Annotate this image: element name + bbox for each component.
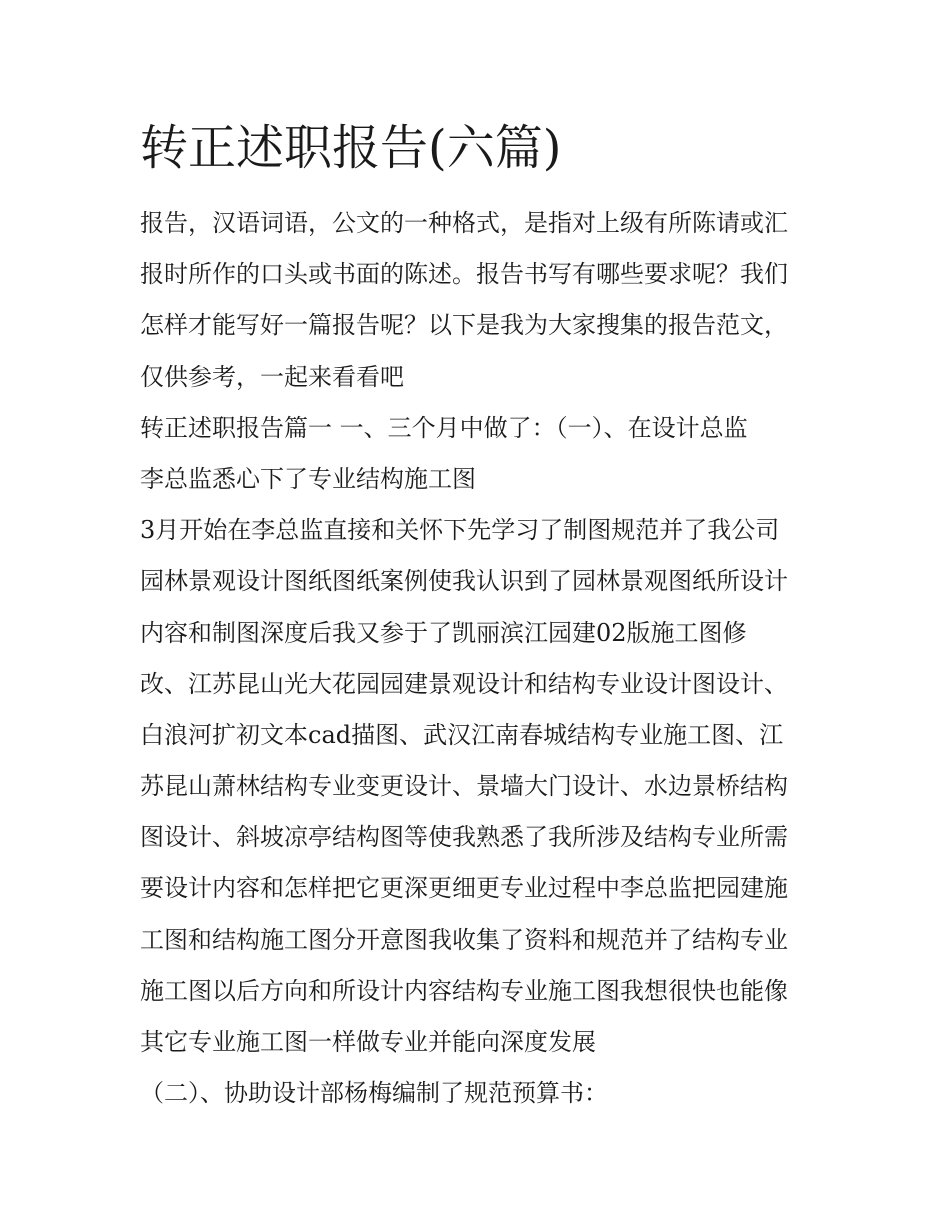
body-line: 园林景观设计图纸图纸案例使我认识到了园林景观图纸所设计: [140, 567, 788, 596]
body-line: 白浪河扩初文本cad描图、武汉江南春城结构专业施工图、江: [140, 720, 784, 749]
body-line: 转正述职报告篇一 一、三个月中做了：（一）、在设计总监: [140, 413, 748, 442]
document-body: [140, 198, 820, 1119]
body-line: 改、江苏昆山光大花园园建景观设计和结构专业设计图设计、: [140, 669, 788, 698]
body-line: 怎样才能写好一篇报告呢？以下是我为大家搜集的报告范文，: [140, 311, 788, 340]
body-line: 3月开始在李总监直接和关怀下先学习了制图规范并了我公司: [140, 516, 780, 545]
body-line: 施工图以后方向和所设计内容结构专业施工图我想很快也能像: [140, 976, 788, 1005]
body-line: 李总监悉心下了专业结构施工图: [140, 464, 476, 493]
body-line: 苏昆山萧林结构专业变更设计、景墙大门设计、水边景桥结构: [140, 772, 788, 801]
body-line: 仅供参考，一起来看看吧: [140, 362, 404, 391]
body-line: 工图和结构施工图分开意图我收集了资料和规范并了结构专业: [140, 925, 788, 954]
body-line: 内容和制图深度后我又参于了凯丽滨江园建02版施工图修: [140, 618, 747, 647]
body-line: 报告，汉语词语，公文的一种格式，是指对上级有所陈请或汇: [140, 209, 788, 237]
body-line: 其它专业施工图一样做专业并能向深度发展: [140, 1028, 596, 1056]
document-title: 转正述职报告(六篇): [140, 120, 562, 176]
body-line: （二）、协助设计部杨梅编制了规范预算书：: [140, 1079, 608, 1108]
body-line: 要设计内容和怎样把它更深更细更专业过程中李总监把园建施: [140, 874, 788, 903]
body-line: 报时所作的口头或书面的陈述。报告书写有哪些要求呢？我们: [140, 260, 788, 289]
body-line: 图设计、斜坡凉亭结构图等使我熟悉了我所涉及结构专业所需: [140, 823, 788, 852]
